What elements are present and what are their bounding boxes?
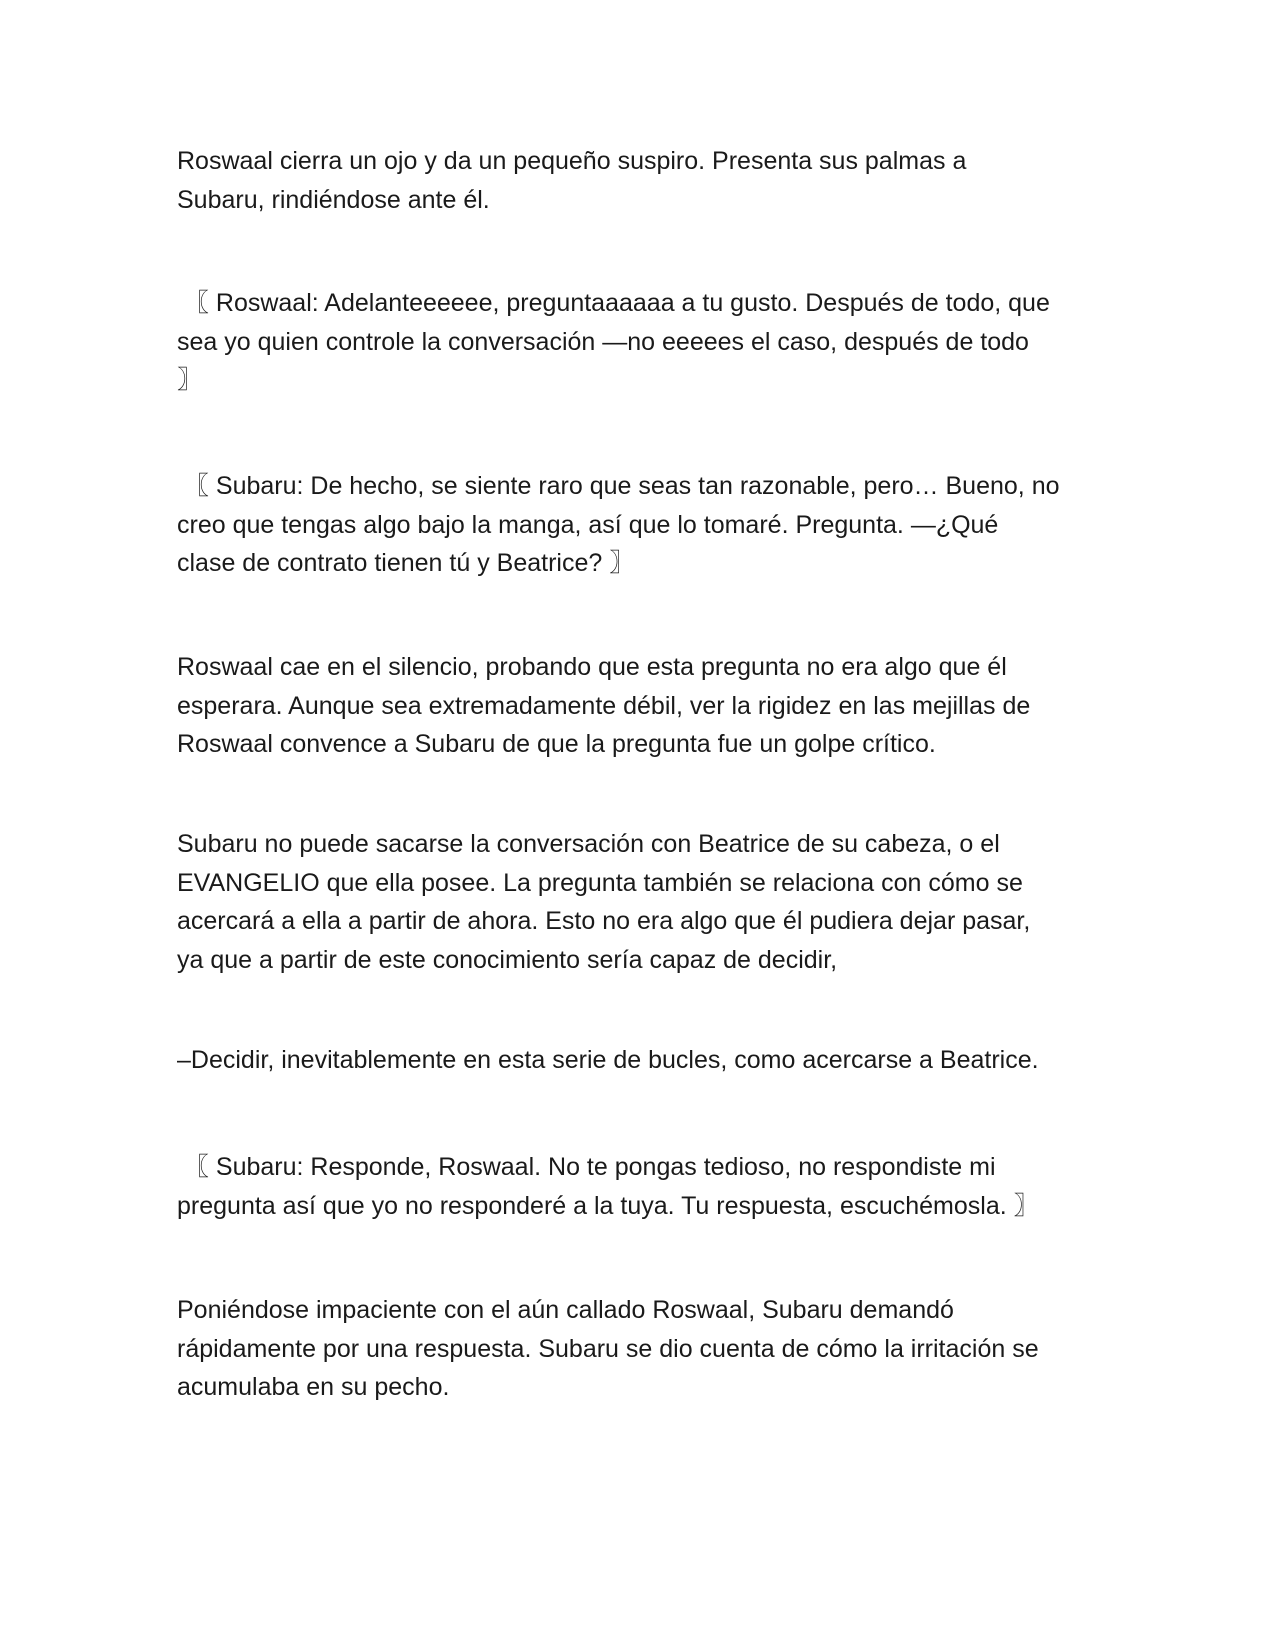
text-line: Roswaal cierra un ojo y da un pequeño suspiro. Presenta sus palmas a [177,147,967,175]
text-line: EVANGELIO que ella posee. La pregunta también se relaciona con cómo se [177,868,1023,897]
text-line: Roswaal convence a Subaru de que la pregunta fue un golpe crítico. [177,730,936,758]
text-line: acumulaba en su pecho. [177,1373,450,1401]
text-line: esperara. Aunque sea extremadamente débil, ver la rigidez en las mejillas de [177,691,1031,720]
paragraph-narration-2 [177,648,1107,764]
text-line: ya que a partir de este conocimiento sería capaz de decidir, [177,945,838,974]
paragraph-narration-1 [177,142,1107,219]
text-line: acercará a ella a partir de ahora. Esto no era algo que él pudiera dejar pasar, [177,907,1031,935]
paragraph-narration-4 [177,1041,1107,1080]
text-line: –Decidir, inevitablemente en esta serie de bucles, como acercarse a Beatrice. [177,1046,1039,1074]
paragraph-dialogue-subaru-2 [177,1148,1107,1225]
text-line: pregunta así que yo no responderé a la tuya. Tu respuesta, escuchémosla. 〗 [177,1191,1039,1220]
text-line: Subaru no puede sacarse la conversación con Beatrice de su cabeza, o el [177,830,1000,858]
text-line: Poniéndose impaciente con el aún callado Roswaal, Subaru demandó [177,1296,954,1324]
text-line: rápidamente por una respuesta. Subaru se dio cuenta de cómo la irritación se [177,1334,1039,1363]
text-line: 〖 Subaru: Responde, Roswaal. No te pongas tedioso, no respondiste mi [177,1153,996,1181]
paragraph-dialogue-subaru-1 [177,467,1107,583]
text-line: Subaru, rindiéndose ante él. [177,185,490,214]
text-line: Roswaal cae en el silencio, probando que esta pregunta no era algo que él [177,653,1007,681]
text-line: clase de contrato tienen tú y Beatrice? 〗 [177,549,635,577]
text-line: 〖 Roswaal: Adelanteeeeee, preguntaaaaaa a tu gusto. Después de todo, que [177,289,1050,317]
text-line: creo que tengas algo bajo la manga, así que lo tomaré. Pregunta. —¿Qué [177,510,999,539]
paragraph-narration-3 [177,825,1107,979]
text-line: 〖 Subaru: De hecho, se siente raro que seas tan razonable, pero… Bueno, no [177,472,1060,500]
paragraph-dialogue-roswaal [177,284,1107,400]
text-line: sea yo quien controle la conversación —no eeeees el caso, después de todo [177,327,1029,356]
text-line: 〗 [177,366,203,394]
paragraph-narration-5 [177,1291,1107,1407]
